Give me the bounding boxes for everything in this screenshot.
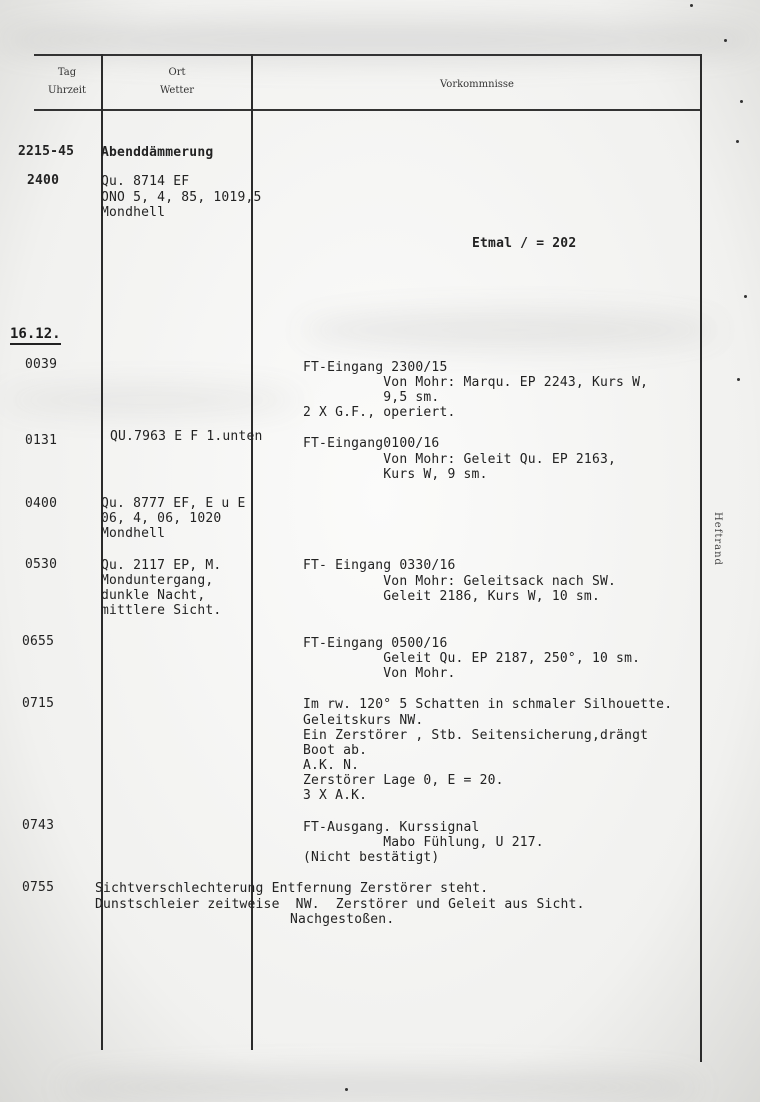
entry-text: Von Mohr: Geleitsack nach SW.: [303, 574, 617, 589]
header-label: Tag: [57, 67, 77, 78]
scan-speck: [740, 100, 743, 103]
scan-speck: [345, 1088, 348, 1091]
entry-text: Boot ab.: [303, 743, 368, 758]
scan-speck: [724, 39, 727, 42]
scan-shadow-bottom: [60, 1072, 700, 1102]
entry-text: Zerstörer Lage 0, E = 20.: [303, 773, 504, 788]
entry-ort: Mondhell: [101, 205, 166, 220]
entry-ort: mittlere Sicht.: [101, 603, 222, 618]
entry-text: FT- Eingang 0330/16: [303, 558, 456, 573]
entry-text: Mabo Fühlung, U 217.: [303, 835, 544, 850]
column-header-vorkommnisse: Vorkommnisse: [440, 79, 514, 90]
entry-ort: Abenddämmerung: [101, 145, 214, 160]
entry-text: Kurs W, 9 sm.: [303, 467, 488, 482]
entry-ort: QU.7963 E F 1.unten: [110, 429, 263, 444]
entry-time: 0131: [25, 433, 58, 448]
entry-text: Geleit Qu. EP 2187, 250°, 10 sm.: [303, 651, 641, 666]
entry-text: Dunstschleier zeitweise NW. Zerstörer und Geleit aus Sicht.: [95, 897, 585, 912]
entry-ort: 06, 4, 06, 1020: [101, 511, 222, 526]
entry-text: FT-Ausgang. Kurssignal: [303, 820, 480, 835]
entry-time: 0039: [25, 357, 58, 372]
entry-ort: dunkle Nacht,: [101, 588, 206, 603]
entry-text: FT-Eingang 0500/16: [303, 636, 448, 651]
entry-text: Sichtverschlechterung Entfernung Zerstörer steht.: [95, 881, 489, 896]
scan-speck: [736, 140, 739, 143]
entry-text: Von Mohr.: [303, 666, 456, 681]
entry-time: 0743: [22, 818, 55, 833]
entry-time: 0655: [22, 634, 55, 649]
header-label: Wetter: [159, 85, 195, 96]
table-top-rule: [34, 54, 700, 56]
entry-text: Ein Zerstörer , Stb. Seitensicherung,drängt: [303, 728, 649, 743]
entry-time: 0715: [22, 696, 55, 711]
entry-time: 0755: [22, 880, 55, 895]
entry-text: 2 X G.F., operiert.: [303, 405, 456, 420]
etmal-value: Etmal / = 202: [472, 236, 577, 251]
entry-ort: Mondhell: [101, 526, 166, 541]
entry-text: A.K. N.: [303, 758, 360, 773]
column-header-ort-wetter: [104, 64, 250, 100]
entry-ort: ONO 5, 4, 85, 1019,5: [101, 190, 262, 205]
entry-text: FT-Eingang 2300/15: [303, 360, 448, 375]
entry-ort: Monduntergang,: [101, 573, 214, 588]
entry-time: 2400: [27, 173, 60, 188]
scan-speck: [737, 378, 740, 381]
entry-text: 3 X A.K.: [303, 788, 368, 803]
header-label: Uhrzeit: [47, 85, 87, 96]
entry-time: 0530: [25, 557, 58, 572]
entry-text: FT-Eingang0100/16: [303, 436, 440, 451]
entry-text: Im rw. 120° 5 Schatten in schmaler Silhouette.: [303, 697, 673, 712]
entry-text: Geleit 2186, Kurs W, 10 sm.: [303, 589, 600, 604]
date-heading: 16.12.: [10, 326, 61, 345]
column-divider: [700, 54, 702, 1062]
scan-speck: [690, 4, 693, 7]
entry-text: Geleitskurs NW.: [303, 713, 424, 728]
entry-text: 9,5 sm.: [303, 390, 440, 405]
margin-note: Heftrand: [712, 512, 723, 566]
entry-text: Von Mohr: Geleit Qu. EP 2163,: [303, 452, 617, 467]
column-header-tag-uhrzeit: [36, 64, 98, 100]
entry-ort: Qu. 8714 EF: [101, 174, 190, 189]
scan-smudge: [300, 310, 720, 350]
entry-text: (Nicht bestätigt): [303, 850, 440, 865]
scan-speck: [744, 295, 747, 298]
entry-time: 0400: [25, 496, 58, 511]
scan-smudge: [0, 385, 300, 415]
entry-ort: Qu. 2117 EP, M.: [101, 558, 222, 573]
entry-text: Nachgestoßen.: [290, 912, 395, 927]
entry-time: 2215-45: [18, 144, 75, 159]
entry-text: Von Mohr: Marqu. EP 2243, Kurs W,: [303, 375, 649, 390]
entry-ort: Qu. 8777 EF, E u E: [101, 496, 246, 511]
table-header-rule: [34, 109, 700, 111]
header-label: Ort: [168, 67, 186, 78]
